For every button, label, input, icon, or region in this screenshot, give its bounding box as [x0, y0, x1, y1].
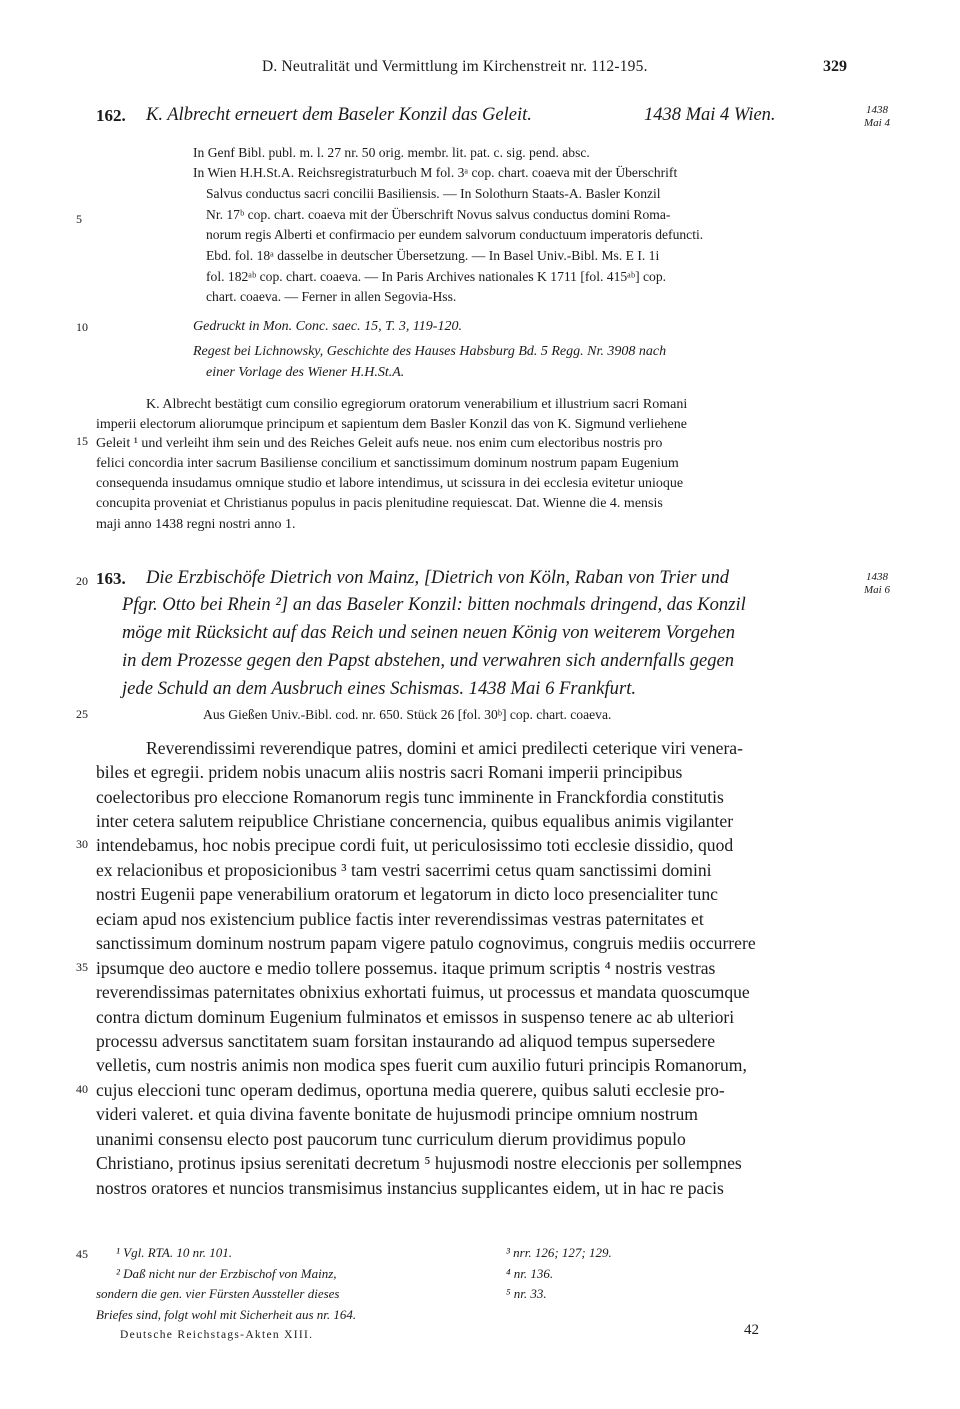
source-line: Nr. 17ᵇ cop. chart. coaeva mit der Überschrift Novus salvus conductus domini Roma-: [206, 207, 671, 222]
document-date: 1438 Mai 4 Wien.: [644, 105, 776, 125]
margin-year: 1438: [866, 571, 888, 583]
line-number: 45: [76, 1247, 88, 1261]
text-line: biles et egregii. pridem nobis unacum aliis nostris sacri Romani imperii principibus: [96, 762, 683, 782]
source-line: Salvus conductus sacri concilii Basiliensis. — In Solothurn Staats-A. Basler Konzil: [206, 186, 661, 201]
printed-edition: Gedruckt in Mon. Conc. saec. 15, T. 3, 119-120.: [193, 319, 462, 334]
footnote: sondern die gen. vier Fürsten Aussteller dieses: [96, 1286, 340, 1301]
document-title-line: Die Erzbischöfe Dietrich von Mainz, [Dietrich von Köln, Raban von Trier und: [146, 567, 730, 588]
text-line: maji anno 1438 regni nostri anno 1.: [96, 517, 296, 532]
text-line: nostri Eugenii pape venerabilium oratorum et legatorum in dicto loco presencialiter tunc: [96, 884, 718, 904]
text-line: reverendissimas paternitates obnixius exhortati fuimus, ut processus et mandata quoscumque: [96, 982, 750, 1002]
text-line: intendebamus, hoc nobis precipue cordi fuit, ut periculosissimo toti ecclesie dissidio, quod: [96, 835, 734, 855]
margin-day: Mai 6: [864, 584, 890, 597]
text-line: unanimi consensu electo post paucorum tunc curriculum dierum providimus populo: [96, 1129, 686, 1149]
text-line: K. Albrecht bestätigt cum consilio egregiorum oratorum venerabilium et illustrium sacri Romani: [146, 397, 688, 412]
margin-year: 1438: [866, 104, 888, 116]
margin-date: [852, 571, 902, 597]
source-line: Ebd. fol. 18ᵃ dasselbe in deutscher Übersetzung. — In Basel Univ.-Bibl. Ms. E I. 1i: [206, 248, 660, 263]
regest-line: einer Vorlage des Wiener H.H.St.A.: [206, 365, 405, 380]
text-line: eciam apud nos existencium publice factis inter reverendissimas vestras paternitates et: [96, 909, 704, 929]
line-number: 35: [76, 960, 88, 974]
text-line: inter cetera salutem reipublice Christiane concernencia, quibus equalibus animis vigilanter: [96, 811, 734, 831]
page-number: 329: [823, 58, 847, 75]
source-line: Aus Gießen Univ.-Bibl. cod. nr. 650. Stück 26 [fol. 30ᵇ] cop. chart. coaeva.: [203, 707, 612, 722]
text-line: felici concordia inter sacrum Basiliense concilium et sanctissimum dominum nostrum papam Eugenium: [96, 456, 679, 471]
regest-line: Regest bei Lichnowsky, Geschichte des Hauses Habsburg Bd. 5 Regg. Nr. 3908 nach: [193, 344, 667, 359]
line-number: 5: [76, 212, 82, 226]
document-title: K. Albrecht erneuert dem Baseler Konzil das Geleit.: [146, 105, 532, 125]
document-number: 163.: [96, 569, 126, 588]
footnote: ³ nrr. 126; 127; 129.: [506, 1245, 612, 1260]
margin-day: Mai 4: [864, 117, 890, 130]
source-line: chart. coaeva. — Ferner in allen Segovia-Hss.: [206, 289, 457, 304]
document-title-line: in dem Prozesse gegen den Papst abstehen, und verwahren sich andernfalls gegen: [122, 650, 735, 671]
footnote: ¹ Vgl. RTA. 10 nr. 101.: [116, 1245, 232, 1260]
footnote: Briefes sind, folgt wohl mit Sicherheit aus nr. 164.: [96, 1307, 357, 1322]
text-line: ex relacionibus et proposicionibus ³ tam vestri sacerrimi cetus quam sanctissimi domini: [96, 860, 712, 880]
line-number: 40: [76, 1082, 88, 1096]
text-line: Christiano, protinus ipsius serenitati decretum ⁵ hujusmodi nostre eleccionis per sollempnes: [96, 1153, 742, 1173]
text-line: cujus eleccioni tunc operam dedimus, oportuna media querere, quibus saluti ecclesie pro-: [96, 1080, 725, 1100]
source-line: fol. 182ᵃᵇ cop. chart. coaeva. — In Paris Archives nationales K 1711 [fol. 415ᵃᵇ] cop.: [206, 269, 667, 284]
document-title-line: möge mit Rücksicht auf das Reich und seinen neuen König von weiterem Vorgehen: [122, 622, 736, 643]
footnote: ² Daß nicht nur der Erzbischof von Mainz,: [116, 1266, 337, 1281]
line-number: 30: [76, 837, 88, 851]
document-title-line: jede Schuld an dem Ausbruch eines Schismas. 1438 Mai 6 Frankfurt.: [122, 678, 637, 699]
footnote: ⁴ nr. 136.: [506, 1266, 554, 1281]
source-line: In Wien H.H.St.A. Reichsregistraturbuch M fol. 3ᵃ cop. chart. coaeva mit der Überschrift: [193, 165, 678, 180]
margin-date: [852, 104, 902, 130]
text-line: videri valeret. et quia divina favente bonitate de hujusmodi principe omnium nostrum: [96, 1104, 698, 1124]
text-line: concupita proveniat et Christianus populus in pacis plenitudine requiescat. Dat. Wienne die 4. mensis: [96, 496, 663, 511]
source-line: norum regis Alberti et confirmacio per eundem salvorum conductuum imperatoris defuncti.: [206, 227, 704, 242]
text-line: processu adversus sanctitatem suam forsitan instaurando ad aliquod tempus supersedere: [96, 1031, 716, 1051]
text-line: Geleit ¹ und verleiht ihm sein und des Reiches Geleit aufs neue. nos enim cum electoribus nostris pro: [96, 436, 663, 451]
text-line: coelectoribus pro eleccione Romanorum regis tunc imminente in Franckfordia constitutis: [96, 787, 724, 807]
text-line: contra dictum dominum Eugenium fulminatos et emissos in suspenso tenere ac ab ulteriori: [96, 1007, 735, 1027]
text-line: nostros oratores et nuncios transmisimus instancius supplicantes eidem, ut in hac re pacis: [96, 1178, 724, 1198]
footnote: ⁵ nr. 33.: [506, 1286, 547, 1301]
sheet-signature: 42: [744, 1322, 759, 1338]
source-line: In Genf Bibl. publ. m. l. 27 nr. 50 orig. membr. lit. pat. c. sig. pend. absc.: [193, 145, 590, 160]
running-title: D. Neutralität und Vermittlung im Kirchenstreit nr. 112-195.: [262, 58, 648, 75]
text-line: velletis, cum nostris animis non modica spes fuerit cum auxilio futuri principis Romanorum,: [96, 1055, 747, 1075]
text-line: Reverendissimi reverendique patres, domini et amici predilecti ceterique viri venera-: [146, 738, 743, 758]
text-line: sanctissimum dominum nostrum papam vigere patulo cognovimus, congruis mediis occurrere: [96, 933, 756, 953]
document-title-line: Pfgr. Otto bei Rhein ²] an das Baseler Konzil: bitten nochmals dringend, das Konzil: [122, 594, 746, 615]
line-number: 10: [76, 320, 88, 334]
text-line: consequenda insudamus omnique studio et labore intendimus, ut scissura in dei ecclesia evitetur unioque: [96, 476, 684, 491]
document-number: 162.: [96, 106, 126, 125]
line-number: 15: [76, 434, 88, 448]
series-title: Deutsche Reichstags-Akten XIII.: [120, 1329, 314, 1341]
text-line: imperii electorum aliorumque principum et sapientum dem Basler Konzil das von K. Sigmund verliehene: [96, 417, 687, 432]
text-line: ipsumque deo auctore e medio tollere possemus. itaque primum scriptis ⁴ nostris vestras: [96, 958, 716, 978]
line-number: 25: [76, 707, 88, 721]
line-number: 20: [76, 574, 88, 588]
